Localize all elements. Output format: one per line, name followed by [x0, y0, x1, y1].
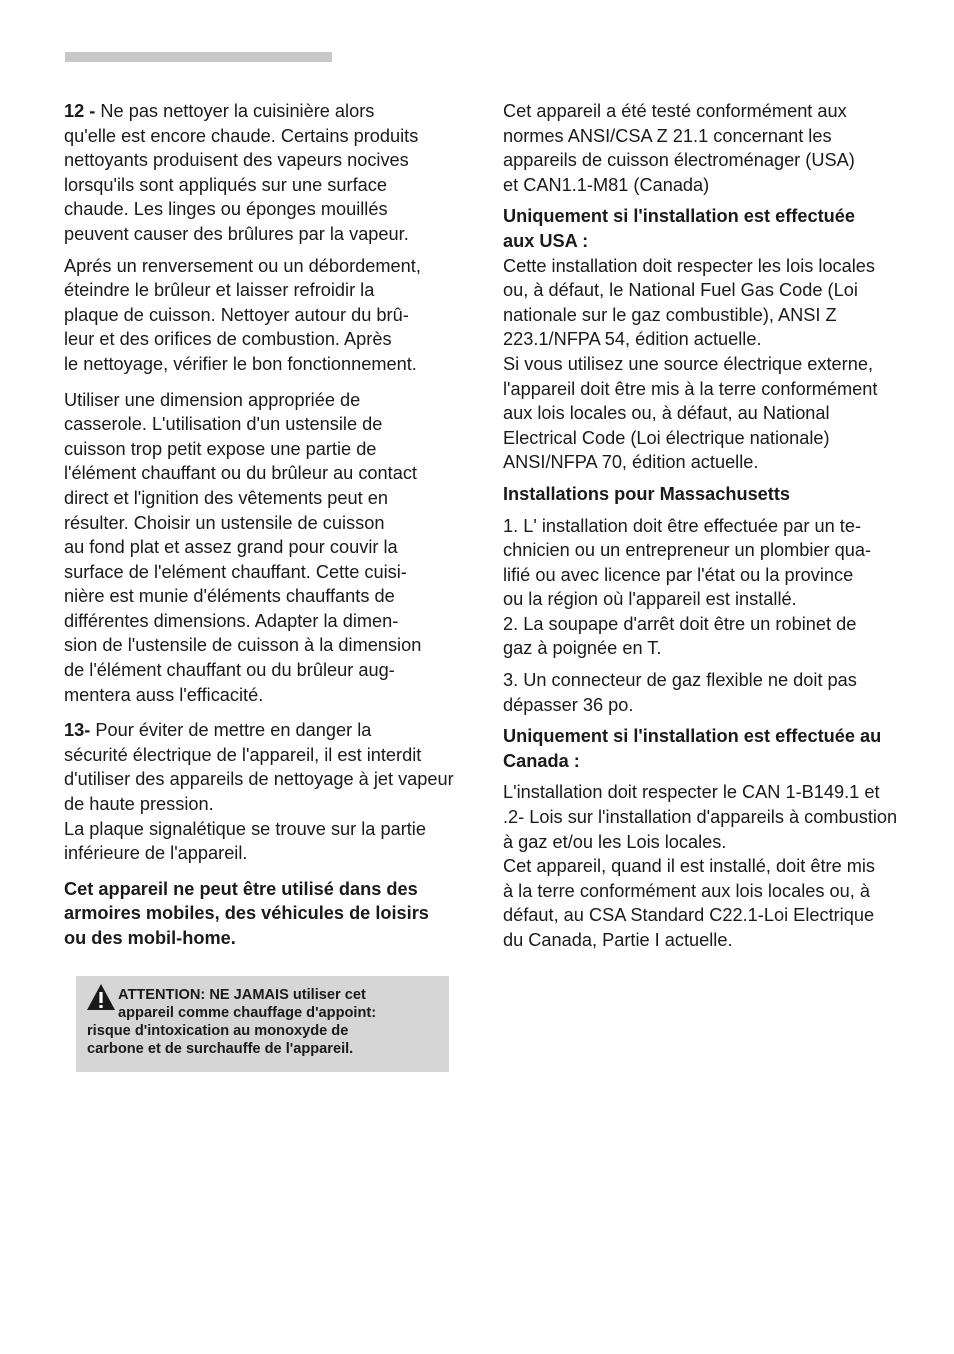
massachusetts-item-1: 1. L' installation doit être effectuée par un te- chnicien ou un entrepreneur un plombier qua- lifié ou avec licence par l'état ou la province ou la région où l'appareil est installé.	[503, 515, 872, 610]
attention-line: risque d'intoxication au monoxyde de	[87, 1023, 349, 1039]
paragraph-13: 13- Pour éviter de mettre en danger la sécurité électrique de l'appareil, il est interdit d'utiliser des appareils de nettoyage à jet vapeur de haute pression. La plaque signalétique se trouve sur la partie inférieure de l'appareil.	[64, 720, 454, 864]
attention-line: carbone et de surchauffe de l'appareil.	[87, 1041, 354, 1057]
header-rule	[65, 52, 332, 62]
warning-triangle-icon	[86, 983, 116, 1011]
massachusetts-item-2: 2. La soupape d'arrêt doit être un robinet de gaz à poignée en T.	[503, 613, 857, 659]
pan-size-paragraph: Utiliser une dimension appropriée de casserole. L'utilisation d'un ustensile de cuisson trop petit expose une partie de l'élément chauffant ou du brûleur au contact direct et l'ignition des vêtements peut en résulter. Choisir un ustensile de cuisson au fond plat et assez grand pour couvir la surface de l'elément chauffant. Cette cuisi- nière est munie d'éléments chauffants de différentes dimensions. Adapter la dimen- sion de l'ustensile de cuisson à la dimension de l'élément chauffant ou du brûleur aug- mentera auss l'efficacité.	[64, 389, 422, 705]
attention-box	[76, 976, 449, 1072]
usa-paragraph: Cette installation doit respecter les lois locales ou, à défaut, le National Fuel Gas Code (Loi nationale sur le gaz combustible), ANSI Z 223.1/NFPA 54, édition actuelle. Si vous utilisez une source électrique externe, l'appareil doit être mis à la terre conformément aux lois locales ou, à défaut, au National Electrical Code (Loi électrique nationale) ANSI/NFPA 70, édition actuelle.	[503, 255, 878, 473]
paragraph-number: 12 -	[64, 101, 96, 121]
right-column	[503, 99, 927, 953]
attention-line: ATTENTION: NE JAMAIS utiliser cet	[118, 987, 366, 1003]
massachusetts-heading: Installations pour Massachusetts	[503, 483, 791, 504]
certification-paragraph: Cet appareil a été testé conformément aux normes ANSI/CSA Z 21.1 concernant les appareils de cuisson électroménager (USA) et CAN1.1-M81 (Canada)	[503, 101, 855, 195]
canada-heading: Uniquement si l'installation est effectuée au Canada :	[503, 726, 882, 771]
paragraph-12: 12 - Ne pas nettoyer la cuisinière alors qu'elle est encore chaude. Certains produits nettoyants produisent des vapeurs nocives lorsqu'ils sont appliqués sur une surface chaude. Les linges ou éponges mouillés peuvent causer des brûlures par la vapeur.	[64, 101, 419, 244]
left-column	[64, 99, 484, 951]
paragraph-number: 13-	[64, 720, 91, 741]
usa-heading: Uniquement si l'installation est effectuée aux USA :	[503, 206, 855, 251]
mobile-use-warning: Cet appareil ne peut être utilisé dans des armoires mobiles, des véhicules de loisirs ou des mobil-home.	[64, 878, 429, 948]
massachusetts-item-3: 3. Un connecteur de gaz flexible ne doit pas dépasser 36 po.	[503, 670, 857, 715]
spill-paragraph: Aprés un renversement ou un débordement, éteindre le brûleur et laisser refroidir la plaque de cuisson. Nettoyer autour du brû- leur et des orifices de combustion. Après le nettoyage, vérifier le bon fonctionnement.	[64, 255, 421, 374]
canada-paragraph: L'installation doit respecter le CAN 1-B149.1 et .2- Lois sur l'installation d'appareils à combustion à gaz et/ou les Lois locales. Cet appareil, quand il est installé, doit être mis à la terre conformément aux lois locales ou, à défaut, au CSA Standard C22.1-Loi Electrique du Canada, Partie I actuelle.	[503, 782, 898, 950]
attention-line: appareil comme chauffage d'appoint:	[118, 1005, 377, 1021]
